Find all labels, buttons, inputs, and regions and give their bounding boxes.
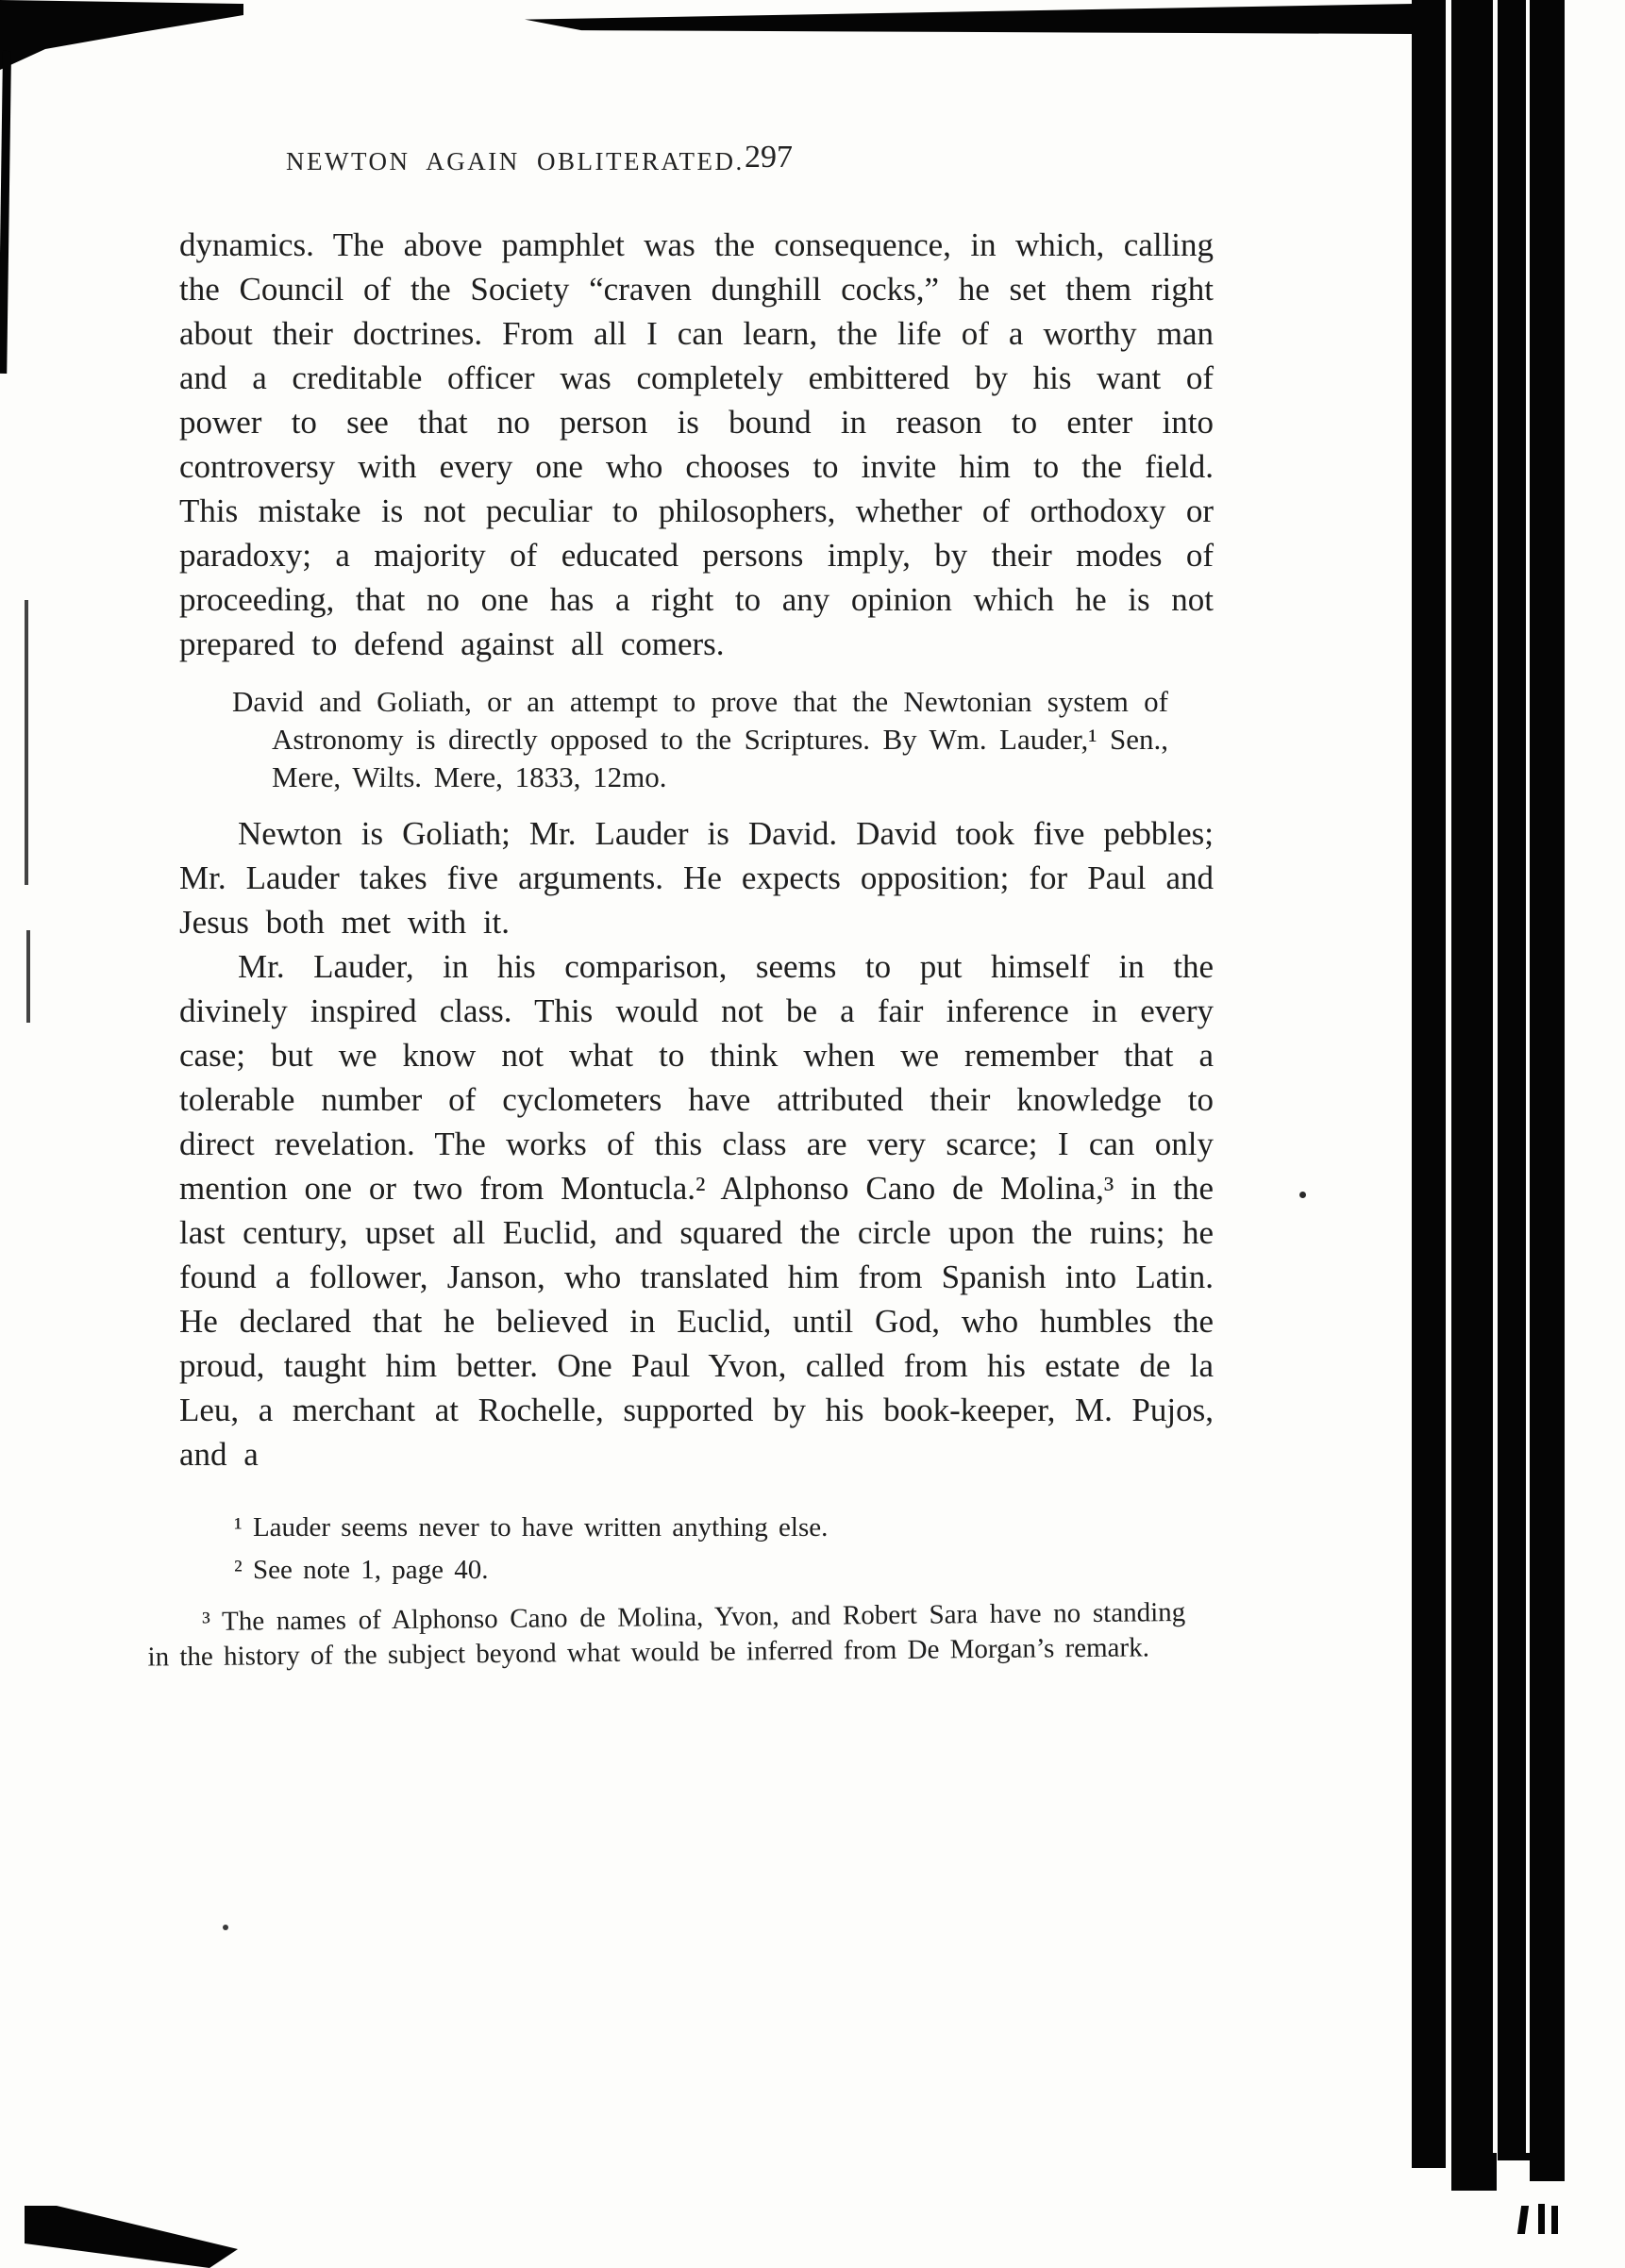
scan-artifact-top-edge-bar [525, 4, 1414, 34]
scan-artifact-bottom-left-corner [25, 2206, 238, 2268]
paragraph: Mr. Lauder, in his comparison, seems to put himself in the divinely inspired class. This would not be a fair inference in every case; but we know not what to think when we remember that a tolerable number of cyclometers have attributed their knowledge to direct revelation. The works of this class are very scarce; I can only mention one or two from Montucla.² Alphonso Cano de Molina,³ in the last century, upset all Euclid, and squared the circle upon the ruins; he found a follower, Janson, who translated him from Spanish into Latin. He declared that he believed in Euclid, until God, who humbles the proud, taught him better. One Paul Yvon, called from his estate de la Leu, a merchant at Rochelle, supported by his book-keeper, M. Pujos, and a [179, 948, 1214, 1473]
footnote-1: ¹ Lauder seems never to have written anything else. [234, 1512, 829, 1543]
scan-artifact-page-edge-bands [1412, 0, 1565, 2153]
scan-artifact-speck [1538, 2204, 1545, 2234]
footnote-3: ³ The names of Alphonso Cano de Molina, Yvon, and Robert Sara have no standing in the history of the subject beyond what would be inferred from De Morgan’s remark. [147, 1596, 1186, 1673]
text-column [147, 223, 1214, 1673]
page-number: 297 [745, 140, 793, 175]
scan-artifact-left-margin-line [25, 600, 28, 885]
scan-artifact-band-fragment [1530, 2153, 1565, 2181]
paragraph: Newton is Goliath; Mr. Lauder is David. David took five pebbles; Mr. Lauder takes five arguments. He expects opposition; for Paul and Jesus both met with it. [179, 815, 1214, 941]
scan-artifact-speck [1517, 2206, 1529, 2234]
scan-artifact-top-left-corner [0, 0, 245, 70]
paragraph-continuation: dynamics. The above pamphlet was the consequence, in which, calling the Council of the Society “craven dunghill cocks,” he set them right about their doctrines. From all I can learn, the life of a worthy man and a creditable officer was completely embittered by his want of power to see that no person is bound in reason to enter into controversy with every one who chooses to invite him to the field. This mistake is not peculiar to philosophers, whether of orthodoxy or paradoxy; a majority of educated persons imply, by their modes of proceeding, that no one has a right to any opinion which he is not prepared to defend against all comers. [179, 226, 1214, 662]
scan-artifact-left-margin-tick [26, 930, 30, 1023]
footnotes-section [147, 1510, 1214, 1673]
scan-artifact-speck [1551, 2206, 1558, 2234]
running-header-title: NEWTON AGAIN OBLITERATED. [286, 147, 745, 175]
scan-artifact-band-fragment [1451, 2153, 1497, 2191]
scan-artifact-band-fragment [1498, 2153, 1530, 2160]
scan-artifact-ink-dot [1299, 1192, 1306, 1198]
cited-work-entry: David and Goliath, or an attempt to prove that the Newtonian system of Astronomy is directly opposed to the Scriptures. By Wm. Lauder,¹ Sen., Mere, Wilts. Mere, 1833, 12mo. [232, 685, 1168, 793]
footnote-2: ² See note 1, page 40. [234, 1555, 489, 1585]
scan-artifact-ink-dot [223, 1925, 228, 1930]
scan-artifact-band-fragment [1412, 2153, 1446, 2168]
scan-artifact-left-edge-line [0, 51, 11, 374]
